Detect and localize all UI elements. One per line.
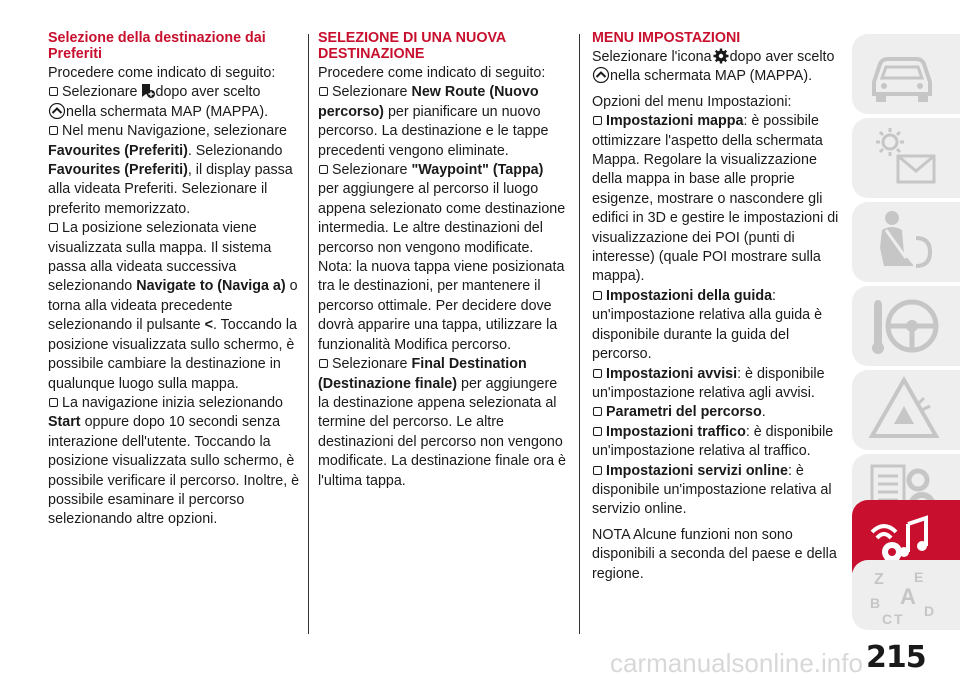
column-new-destination [318, 30, 568, 491]
option-route-parameters: Parametri del percorso. [592, 403, 842, 422]
section-heading-favourites: Selezione della destinazione dai Preferiti [48, 30, 266, 62]
bullet-square-icon [593, 427, 602, 436]
bullet-square-icon [593, 407, 602, 416]
index-letter: D [924, 603, 935, 619]
option-guidance-settings: Impostazioni della guida: un'impostazione relativa alla guida è disponibile durante la guida del percorso. [592, 287, 823, 363]
bullet-square-icon [49, 398, 58, 407]
tab-index[interactable] [852, 560, 960, 630]
intro-text: Procedere come indicato di seguito: [318, 65, 546, 81]
bullet-square-icon [49, 126, 58, 135]
car-icon [864, 40, 944, 106]
index-letter: T [894, 611, 903, 627]
option-final-destination: Selezionare Final Destination (Destinazione finale) per aggiungere la destinazione appena selezionata al termine del percorso. Le altre destinazioni del percorso non vengono modificate. La destinazione finale ora è l'ultima tappa. [318, 356, 566, 489]
options-intro: Opzioni del menu Impostazioni: [592, 93, 792, 110]
bullet-square-icon [319, 359, 328, 368]
column-favourites [48, 30, 300, 530]
tab-starting-driving[interactable] [852, 286, 960, 366]
intro-text: Procedere come indicato di seguito: [48, 65, 276, 81]
tab-safety[interactable] [852, 202, 960, 282]
tab-car[interactable] [852, 34, 960, 114]
step-2: Nel menu Navigazione, selezionare Favourites (Preferiti). Selezionando Favourites (Preferiti), il display passa alla videata Preferiti. Selezionare il preferito memorizzato. [48, 123, 293, 217]
column-settings-menu [592, 30, 842, 584]
option-traffic-settings: Impostazioni traffico: è disponibile un'impostazione relativa al traffico. [592, 423, 834, 460]
breakdown-triangle-icon [864, 376, 944, 442]
bullet-square-icon [593, 466, 602, 475]
tab-emergency[interactable] [852, 370, 960, 450]
map-chevron-icon [592, 67, 610, 83]
bullet-square-icon [319, 87, 328, 96]
map-chevron-icon [48, 103, 66, 119]
option-online-services: Impostazioni servizi online: è disponibile un'impostazione relativa al servizio online. [592, 462, 832, 518]
tab-warning-lights[interactable] [852, 118, 960, 198]
steering-wheel-icon [864, 292, 944, 358]
step-3: La posizione selezionata viene visualizzata sulla mappa. Il sistema passa alla videata successiva selezionando Navigate to (Naviga a) o torna alla videata precedente selezionando il pulsante <. Toccando la posizione visualizzata sullo schermo, è possibile cambiare la destinazione in qualunque luogo sulla mappa. [48, 220, 298, 392]
favourite-add-icon [138, 83, 156, 99]
column-divider-2 [579, 34, 580, 634]
index-letters-icon [864, 564, 944, 630]
column-divider-1 [308, 34, 309, 634]
seatbelt-airbag-icon [864, 208, 944, 274]
section-heading-settings: MENU IMPOSTAZIONI [592, 30, 741, 46]
bullet-square-icon [593, 291, 602, 300]
index-letter: B [870, 595, 881, 611]
index-letter: A [900, 584, 916, 609]
bullet-square-icon [319, 165, 328, 174]
option-waypoint: Selezionare "Waypoint" (Tappa) per aggiungere al percorso il luogo appena selezionato come destinazione intermedia. Le altre destinazioni del percorso non vengono modificate. Nota: la nuova tappa viene posizionata tra le destinazioni, per mantenere il percorso ottimale. Per decidere dove dovrà apparire una tappa, utilizzare la funzionalità Modifica percorso. [318, 162, 566, 353]
option-warning-settings: Impostazioni avvisi: è disponibile un'impostazione relativa agli avvisi. [592, 365, 825, 401]
step-1: Selezionare dopo aver scelto nella schermata MAP (MAPPA). [48, 83, 300, 122]
warning-lights-icon [864, 124, 944, 190]
settings-instruction: Selezionare l'icona dopo aver scelto nella schermata MAP (MAPPA). [592, 49, 835, 85]
bullet-square-icon [593, 116, 602, 125]
index-letter: C [882, 611, 893, 627]
section-heading-new-destination: SELEZIONE DI UNA NUOVA DESTINAZIONE [318, 30, 506, 62]
index-letter: Z [874, 571, 884, 588]
watermark: carmanualsonline.info [610, 648, 863, 678]
bullet-square-icon [593, 369, 602, 378]
option-map-settings: Impostazioni mappa: è possibile ottimizzare l'aspetto della schermata Mappa. Regolare la visualizzazione della mappa in base alle proprie esigenze, mostrare o nascondere gli edifici in 3D e gestire le impostazioni di visualizzazione dei POI (punti di interesse) (quale POI mostrare sulla mappa). [592, 113, 839, 285]
page-number: 215 [866, 640, 926, 675]
bullet-square-icon [49, 87, 58, 96]
bullet-square-icon [49, 223, 58, 232]
index-letter: E [914, 569, 924, 585]
note-text: NOTA Alcune funzioni non sono disponibili a seconda del paese e della regione. [592, 526, 837, 582]
gear-icon [712, 48, 730, 64]
option-new-route: Selezionare New Route (Nuovo percorso) per pianificare un nuovo percorso. La destinazione e le tappe precedenti vengono eliminate. [318, 84, 549, 159]
step-4: La navigazione inizia selezionando Start oppure dopo 10 secondi senza interazione dell'utente. Toccando la posizione visualizzata sullo schermo, è possibile verificare il percorso. Inoltre, è possibile esaminare il percorso selezionando altre opzioni. [48, 394, 300, 528]
